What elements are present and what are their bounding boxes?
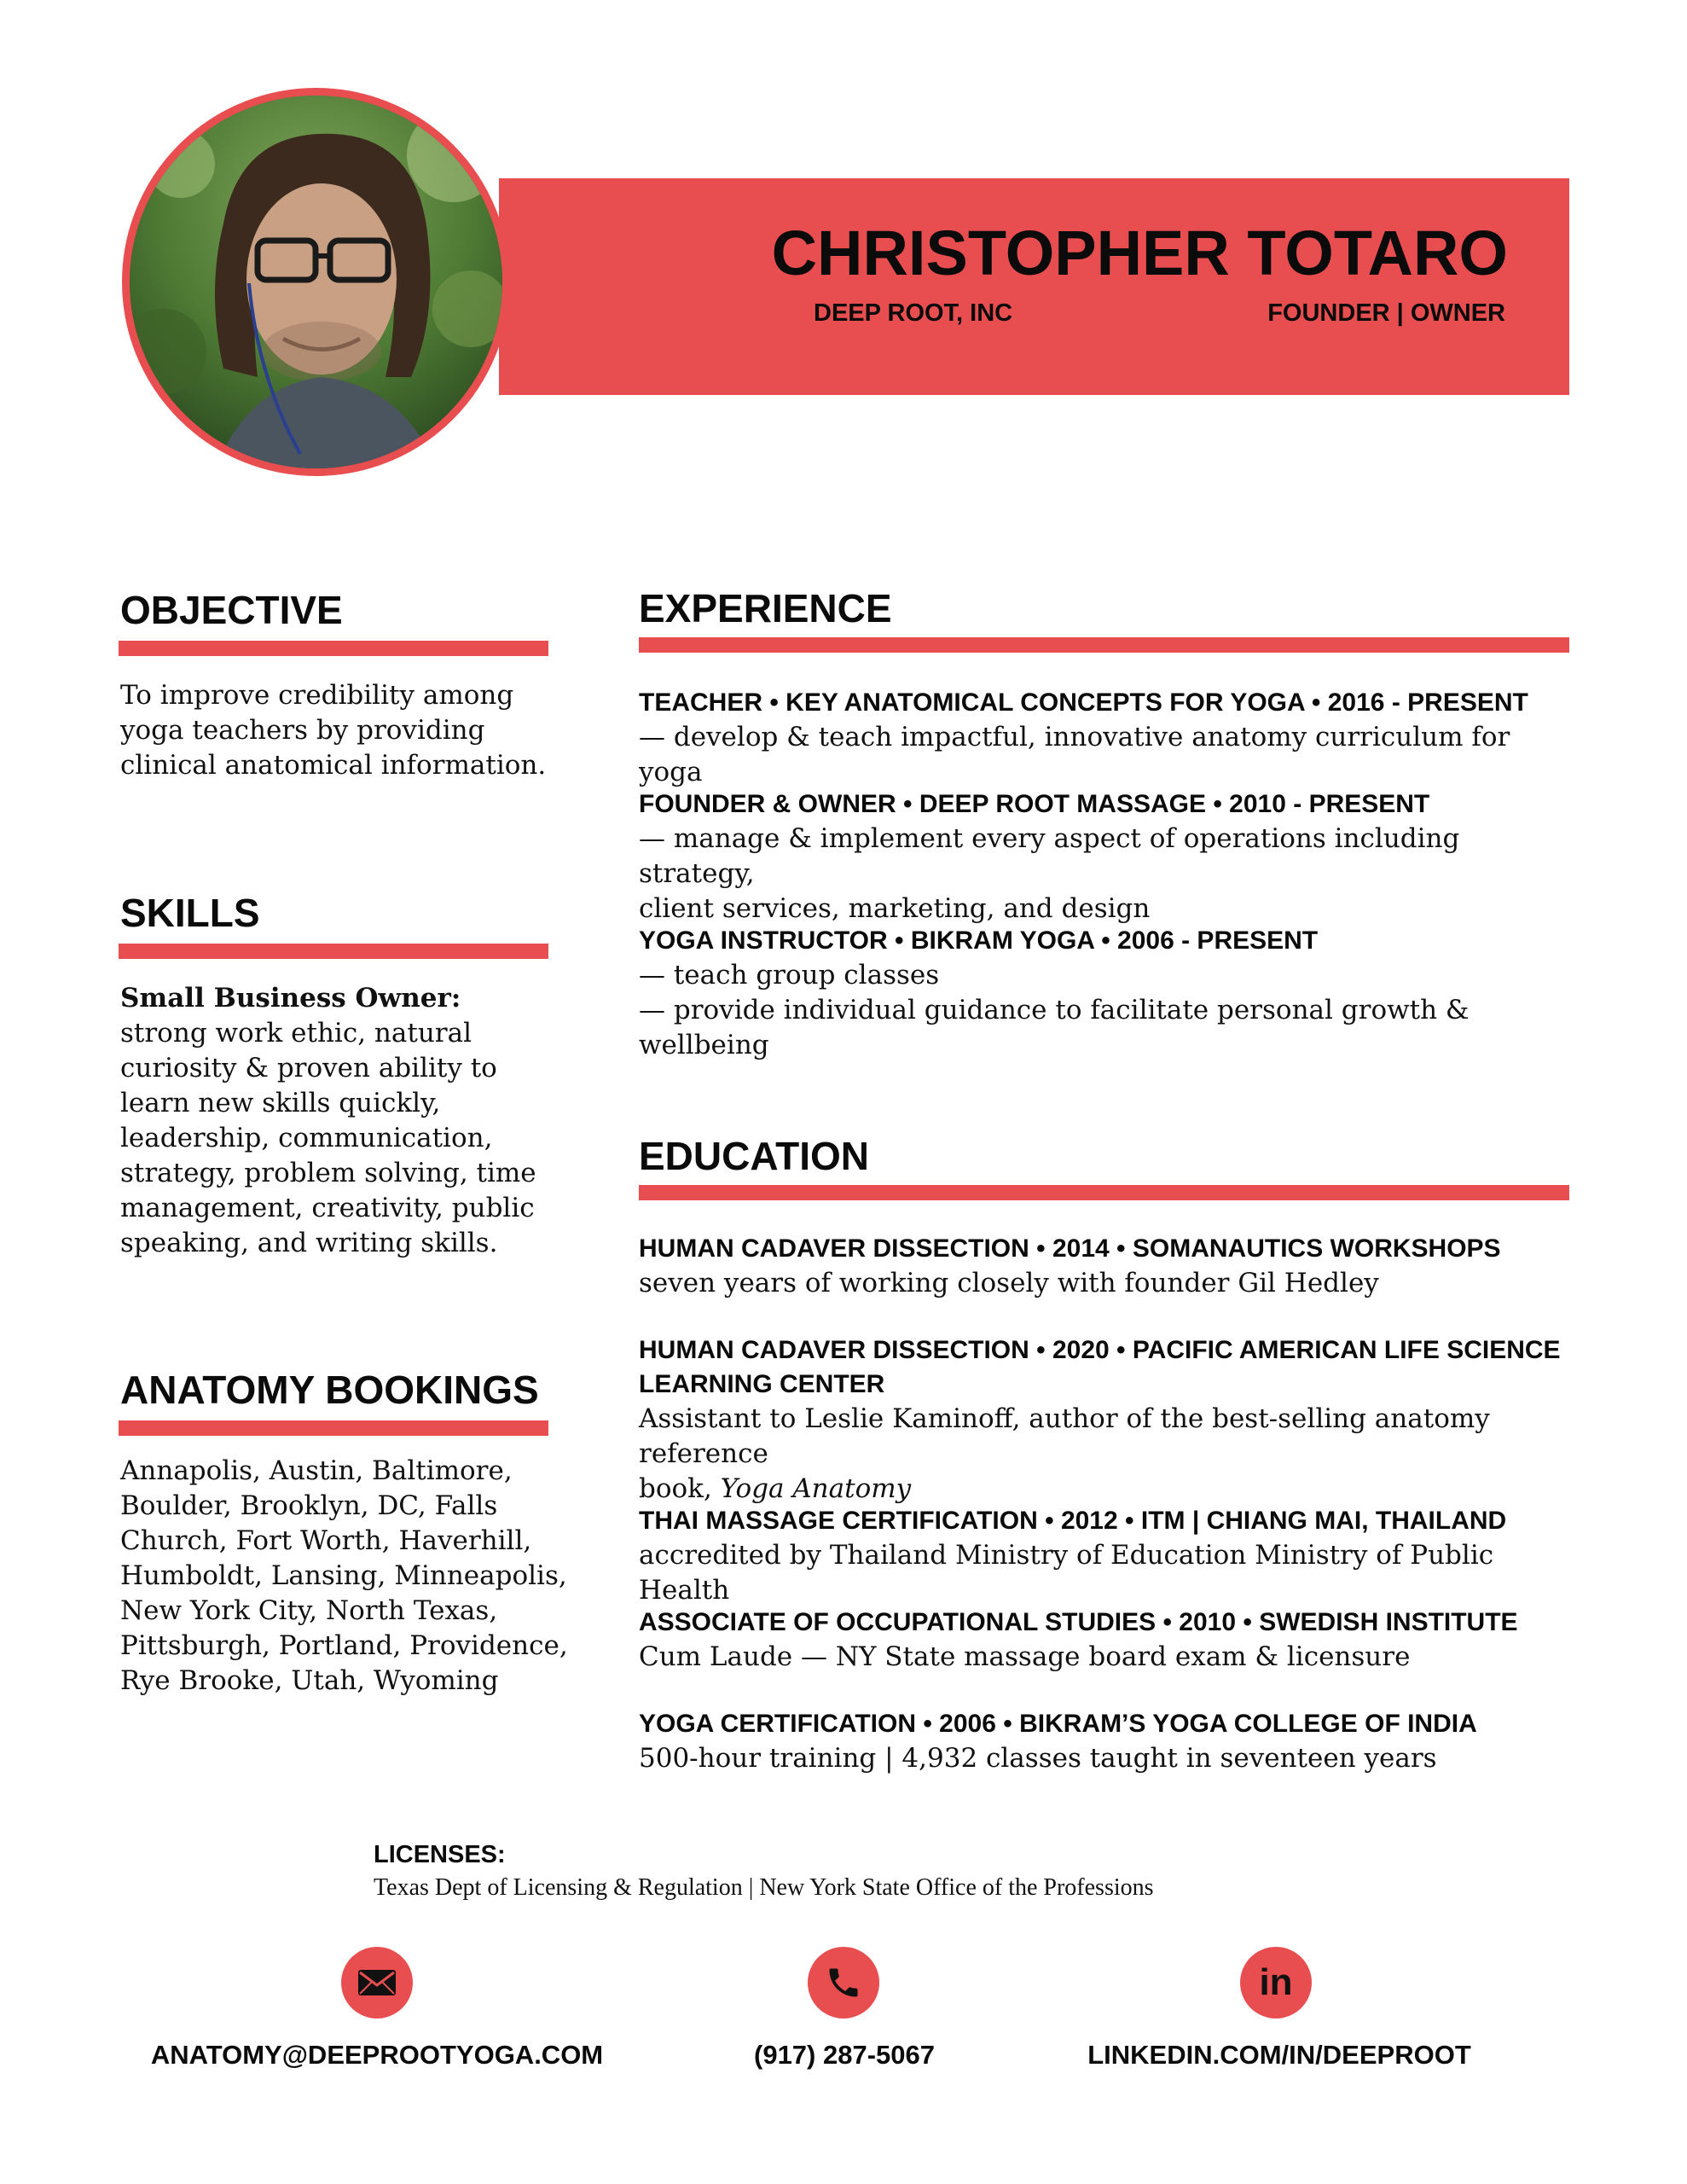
bookings-heading: ANATOMY BOOKINGS — [120, 1368, 539, 1412]
job-role: FOUNDER | OWNER — [1267, 299, 1505, 327]
company-name: DEEP ROOT, INC — [814, 299, 1013, 327]
skills-lead: Small Business Owner: — [120, 983, 461, 1014]
experience-entry: FOUNDER & OWNER • DEEP ROOT MASSAGE • 2010 - PRESENT — manage & implement every aspect of operations including strategy, client services, marketing, and design — [639, 787, 1577, 926]
contact-email[interactable]: ANATOMY@DEEPROOTYOGA.COM — [150, 2040, 604, 2070]
education-entry-title: YOGA CERTIFICATION • 2006 • BIKRAM’S YOGA COLLEGE OF INDIA — [639, 1710, 1477, 1738]
contact-linkedin[interactable]: LINKEDIN.COM/IN/DEEPROOT — [1087, 2040, 1471, 2070]
licenses-heading: LICENSES: — [374, 1841, 506, 1868]
skills-text: Small Business Owner: strong work ethic, natural curiosity & proven ability to learn new skills quickly, leadership, communication, strategy, problem solving, time management, creativity, public speaking, and writing skills. — [120, 981, 564, 1261]
experience-entry-title: TEACHER • KEY ANATOMICAL CONCEPTS FOR YOGA • 2016 - PRESENT — [639, 688, 1528, 717]
experience-entry-title: YOGA INSTRUCTOR • BIKRAM YOGA • 2006 - PRESENT — [639, 926, 1319, 955]
portrait-illustration — [130, 96, 502, 468]
experience-entry-title: FOUNDER & OWNER • DEEP ROOT MASSAGE • 2010 - PRESENT — [639, 790, 1430, 818]
linkedin-icon[interactable]: in — [1240, 1947, 1312, 2018]
experience-entry: TEACHER • KEY ANATOMICAL CONCEPTS FOR YOGA • 2016 - PRESENT — develop & teach impactful, innovative anatomy curriculum for yoga — [639, 686, 1577, 790]
objective-text: To improve credibility among yoga teachers by providing clinical anatomical information. — [120, 680, 547, 781]
education-entry-title: HUMAN CADAVER DISSECTION • 2014 • SOMANAUTICS WORKSHOPS — [639, 1234, 1501, 1263]
book-title: Yoga Anatomy — [720, 1473, 912, 1504]
education-entry-title-cont: LEARNING CENTER — [639, 1370, 885, 1398]
candidate-name: CHRISTOPHER TOTARO — [771, 218, 1508, 288]
objective-heading: OBJECTIVE — [120, 588, 343, 632]
envelope-icon[interactable] — [341, 1947, 413, 2018]
education-entry-title: THAI MASSAGE CERTIFICATION • 2012 • ITM | CHIANG MAI, THAILAND — [639, 1507, 1507, 1535]
education-heading: EDUCATION — [639, 1134, 870, 1178]
experience-rule — [639, 637, 1569, 653]
education-entry: YOGA CERTIFICATION • 2006 • BIKRAM’S YOGA COLLEGE OF INDIA 500-hour training | 4,932 classes taught in seventeen years — [639, 1707, 1577, 1776]
skills-heading: SKILLS — [120, 891, 260, 935]
education-entry-title: ASSOCIATE OF OCCUPATIONAL STUDIES • 2010 • SWEDISH INSTITUTE — [639, 1608, 1518, 1636]
education-rule — [639, 1185, 1569, 1200]
profile-photo — [122, 88, 510, 476]
skills-rule — [119, 944, 548, 959]
education-entry: HUMAN CADAVER DISSECTION • 2014 • SOMANAUTICS WORKSHOPS seven years of working closely with founder Gil Hedley — [639, 1232, 1577, 1301]
experience-heading: EXPERIENCE — [639, 586, 892, 630]
licenses-text: Texas Dept of Licensing & Regulation | New York State Office of the Professions — [374, 1874, 1154, 1901]
objective-rule — [119, 641, 548, 656]
education-entry-title: HUMAN CADAVER DISSECTION • 2020 • PACIFIC AMERICAN LIFE SCIENCE — [639, 1336, 1561, 1364]
education-entry: ASSOCIATE OF OCCUPATIONAL STUDIES • 2010 • SWEDISH INSTITUTE Cum Laude — NY State massage board exam & licensure — [639, 1606, 1577, 1675]
phone-icon[interactable] — [808, 1947, 879, 2018]
education-entry: HUMAN CADAVER DISSECTION • 2020 • PACIFIC AMERICAN LIFE SCIENCE LEARNING CENTER Assistant to Leslie Kaminoff, author of the best-selling anatomy reference book, Yoga Anatomy — [639, 1333, 1577, 1507]
experience-entry: YOGA INSTRUCTOR • BIKRAM YOGA • 2006 - PRESENT — teach group classes — provide individual guidance to facilitate personal growth & wellbeing — [639, 924, 1577, 1063]
bookings-rule — [119, 1420, 548, 1436]
bookings-text: Annapolis, Austin, Baltimore, Boulder, Brooklyn, DC, Falls Church, Fort Worth, Haverhill, Humboldt, Lansing, Minneapolis, New York City, North Texas, Pittsburgh, Portland, Providence, Rye Brooke, Utah, Wyoming — [120, 1455, 568, 1696]
education-entry: THAI MASSAGE CERTIFICATION • 2012 • ITM | CHIANG MAI, THAILAND accredited by Thailand Ministry of Education Ministry of Public Health — [639, 1504, 1577, 1608]
contact-phone[interactable]: (917) 287-5067 — [754, 2040, 935, 2070]
